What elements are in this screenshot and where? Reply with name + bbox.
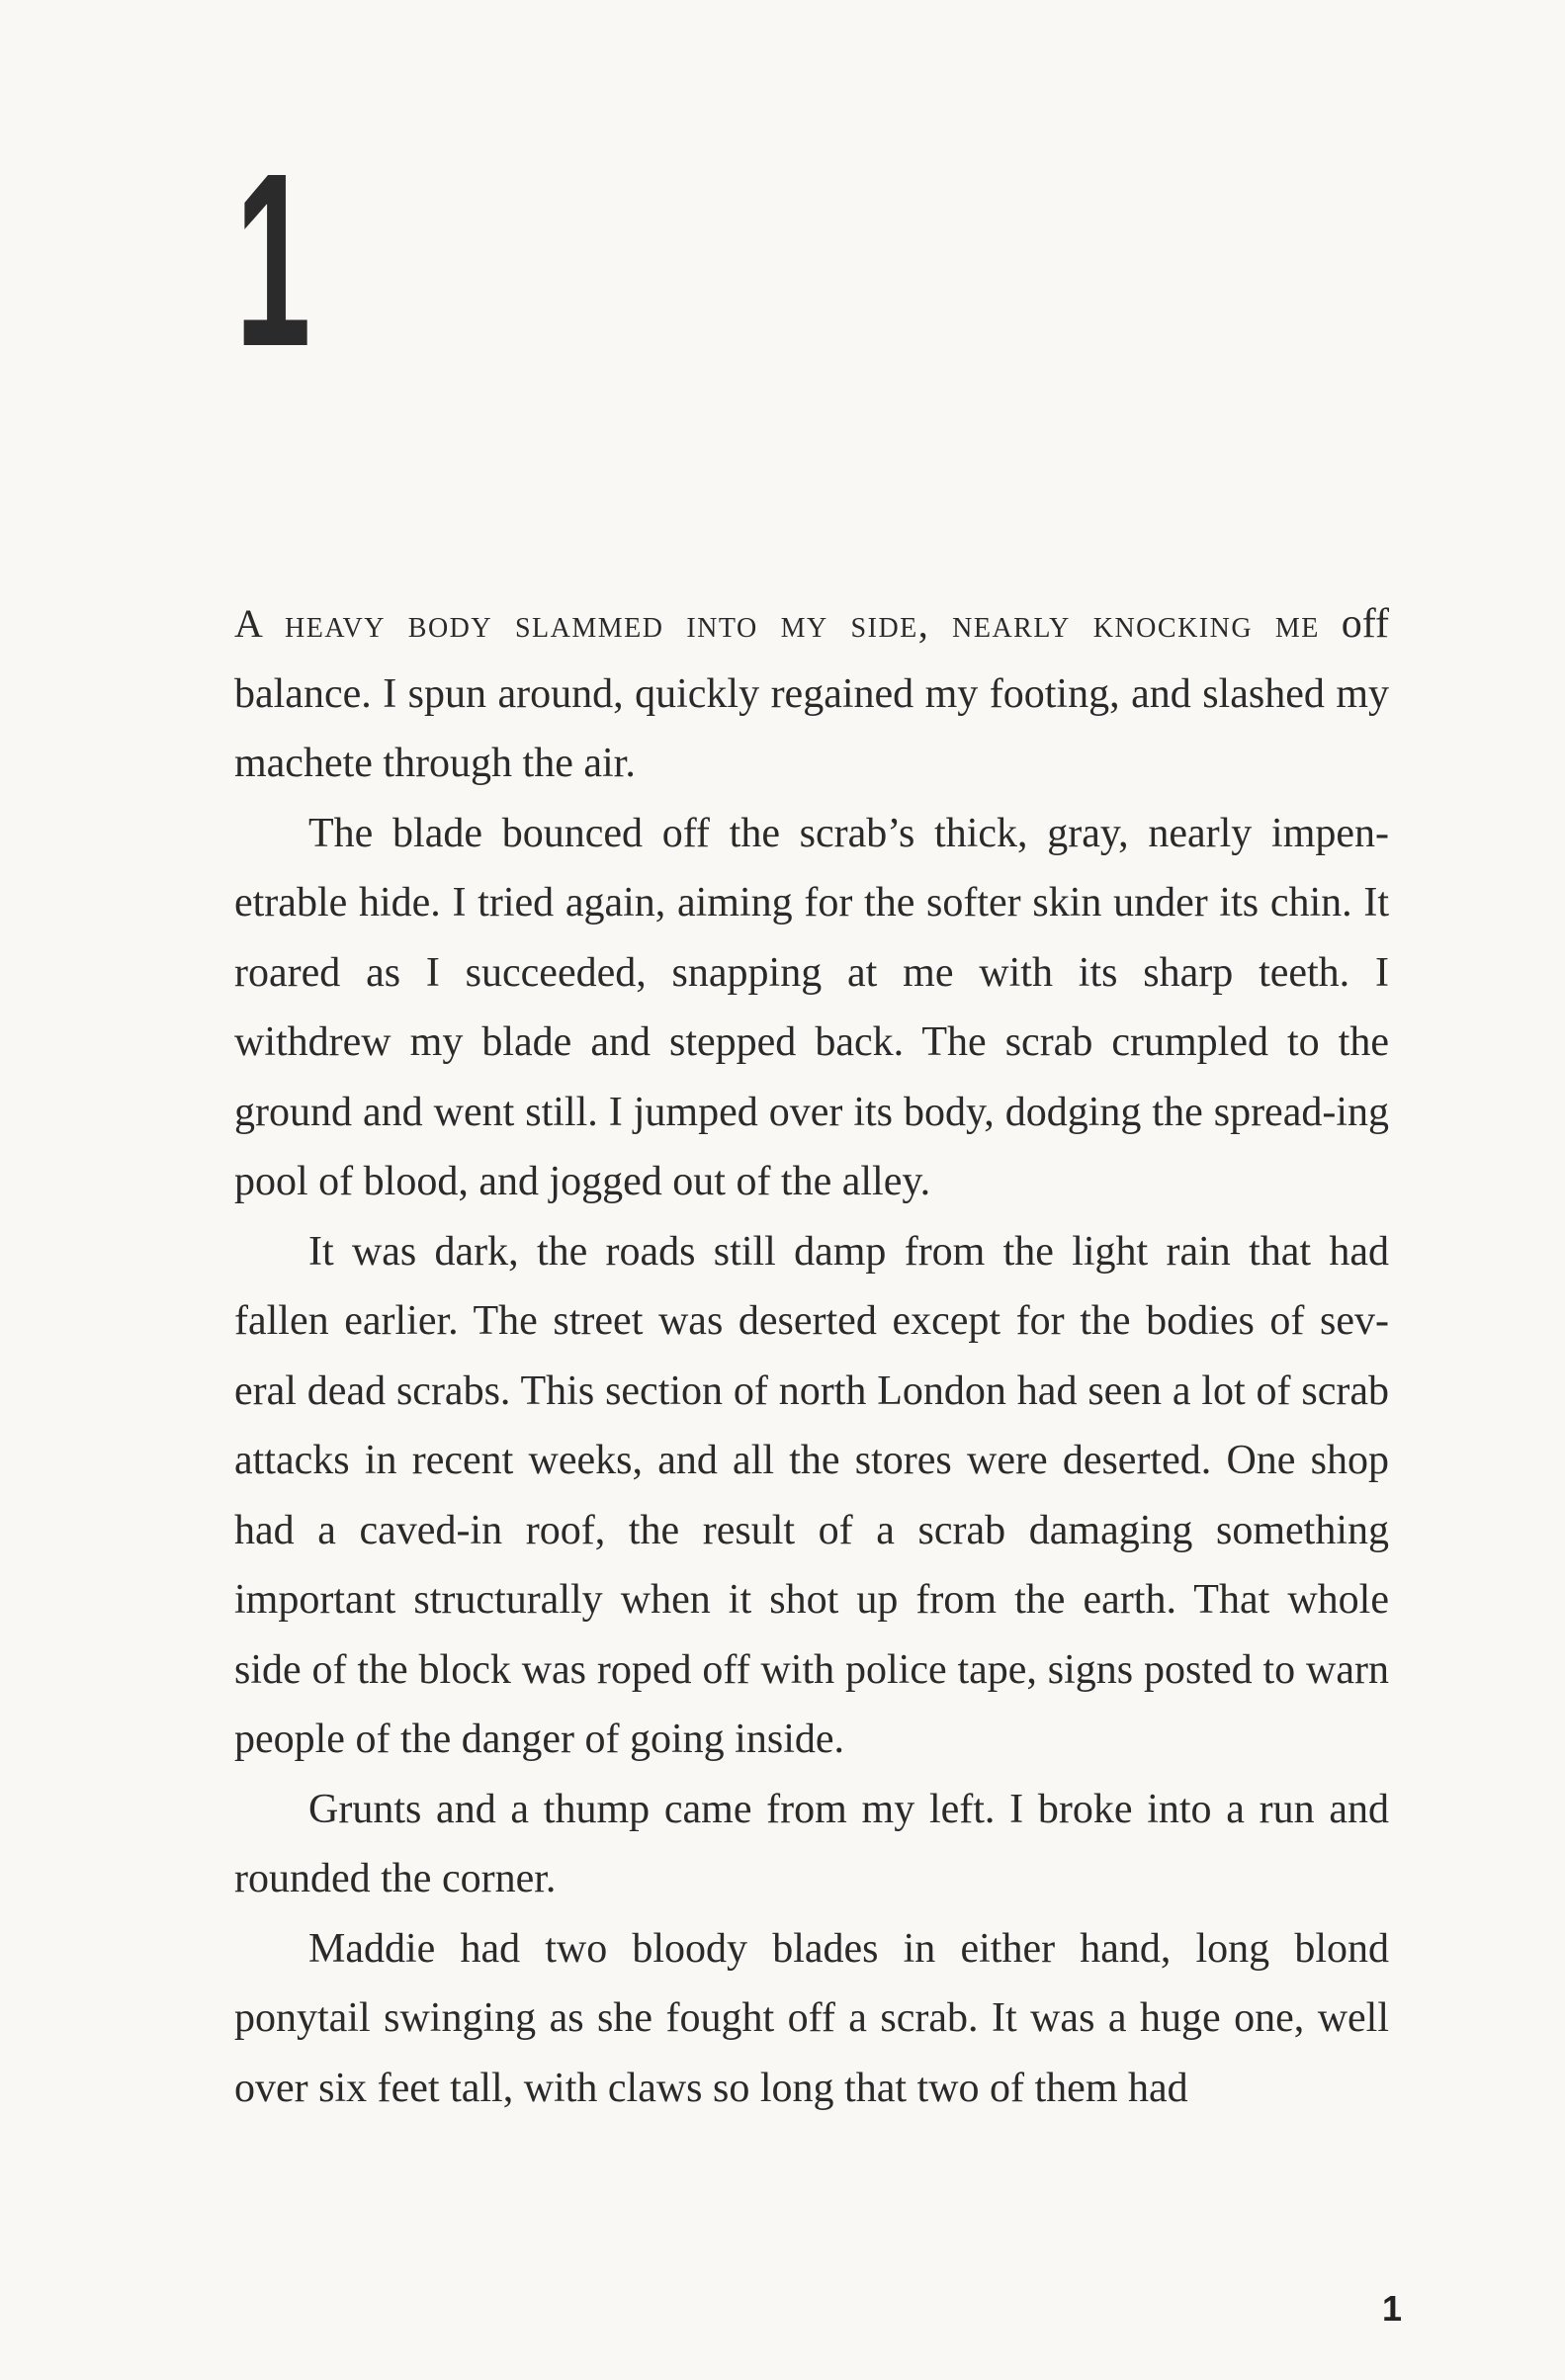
- paragraph-1-rest: off balance. I spun around, quickly regained my footing, and slashed my machete through the air.: [234, 601, 1389, 786]
- opening-small-caps: A heavy body slammed into my side, nearly knocking me: [234, 601, 1320, 646]
- paragraph-2: The blade bounced off the scrab’s thick, gray, nearly impen-etrable hide. I tried again, aiming for the softer skin under its chin. It roared as I succeeded, snapping at me with its sharp teeth. I withdrew my blade and stepped back. The scrab crumpled to the ground and went still. I jumped over its body, dodging the spread-ing pool of blood, and jogged out of the alley.: [234, 810, 1389, 1204]
- paragraph-4: Grunts and a thump came from my left. I broke into a run and rounded the corner.: [234, 1786, 1389, 1901]
- chapter-number: 1: [235, 122, 309, 397]
- body-text: [234, 589, 1389, 2123]
- paragraph-1: [234, 589, 1389, 799]
- paragraph-3: It was dark, the roads still damp from the light rain that had fallen earlier. The street was deserted except for the bodies of sev-eral dead scrabs. This section of north London had seen a lot of scrab attacks in recent weeks, and all the stores were deserted. One shop had a caved-in roof, the result of a scrab damaging something important structurally when it shot up from the earth. That whole side of the block was roped off with police tape, signs posted to warn people of the danger of going inside.: [234, 1228, 1389, 1762]
- page-number: 1: [1382, 2288, 1403, 2329]
- paragraph-5: Maddie had two bloody blades in either hand, long blond ponytail swinging as she fought off a scrab. It was a huge one, well over six feet tall, with claws so long that two of them had: [234, 1925, 1389, 2111]
